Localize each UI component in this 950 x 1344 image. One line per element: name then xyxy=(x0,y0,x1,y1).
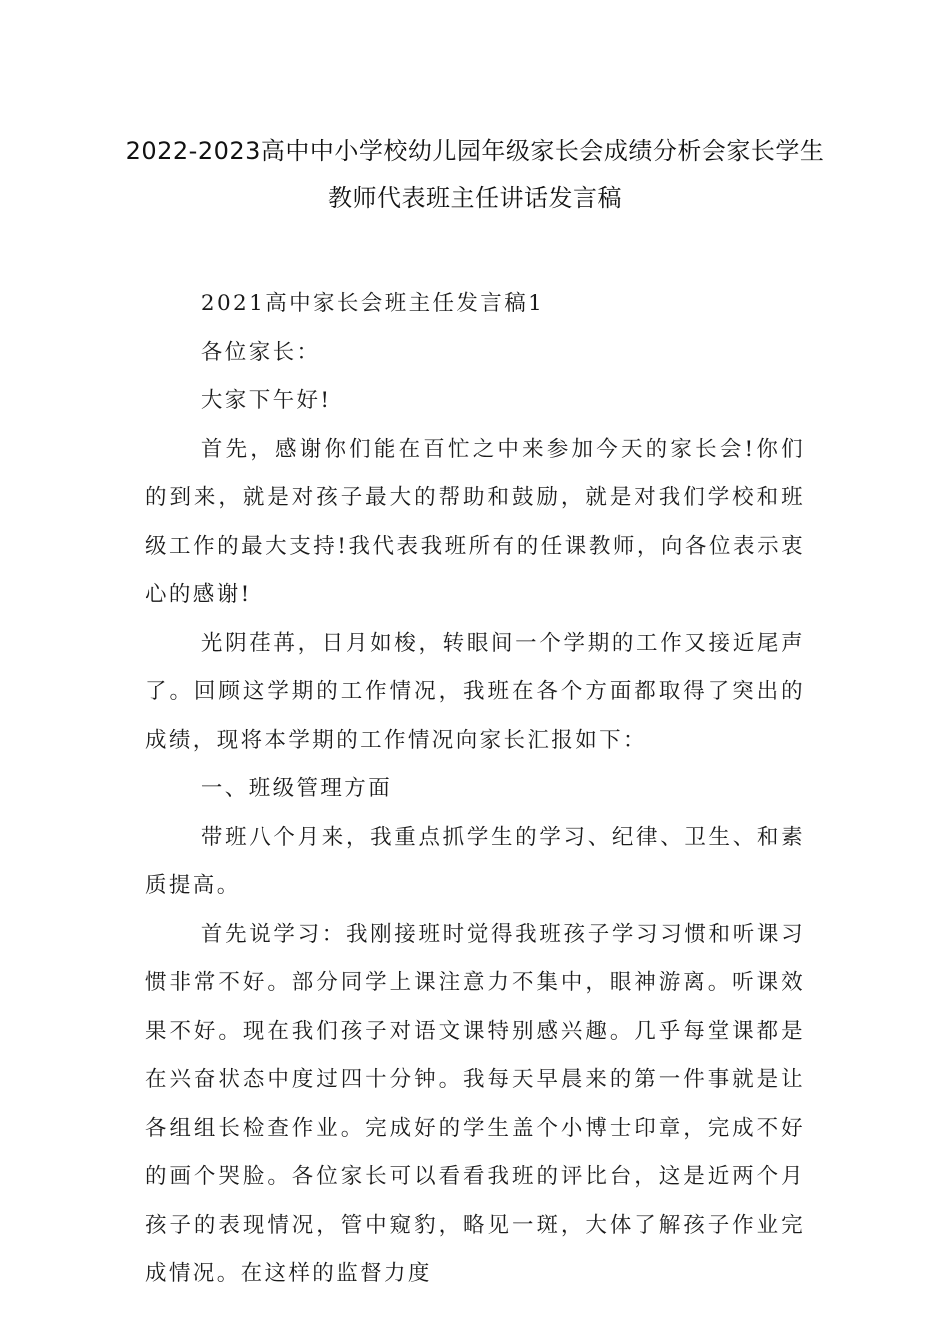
body-paragraph: 光阴荏苒，日月如梭，转眼间一个学期的工作又接近尾声了。回顾这学期的工作情况，我班在各个方面都取得了突出的成绩，现将本学期的工作情况向家长汇报如下： xyxy=(145,630,805,753)
subtitle-paragraph: 2021高中家长会班主任发言稿1 xyxy=(200,291,545,316)
body-paragraph: 首先说学习：我刚接班时觉得我班孩子学习习惯和听课习惯非常不好。部分同学上课注意力不集中，眼神游离。听课效果不好。现在我们孩子对语文课特别感兴趣。几乎每堂课都是在兴奋状态中度过四十分钟。我每天早晨来的第一件事就是让各组组长检查作业。完成好的学生盖个小博士印章，完成不好的画个哭脸。各位家长可以看看我班的评比台，这是近两个月孩子的表现情况，管中窥豹，略见一斑，大体了解孩子作业完成情况。在这样的监督力度 xyxy=(145,921,805,1286)
salutation-paragraph: 各位家长： xyxy=(200,339,321,365)
body-paragraph: 带班八个月来，我重点抓学生的学习、纪律、卫生、和素质提高。 xyxy=(145,824,805,898)
body-paragraph: 首先，感谢你们能在百忙之中来参加今天的家长会!你们的到来，就是对孩子最大的帮助和鼓励，就是对我们学校和班级工作的最大支持!我代表我班所有的任课教师，向各位表示衷心的感谢! xyxy=(145,436,805,607)
greeting-paragraph: 大家下午好! xyxy=(200,388,332,413)
document-body xyxy=(145,280,805,1299)
document-title: 2022-2023高中中小学校幼儿园年级家长会成绩分析会家长学生教师代表班主任讲话发言稿 xyxy=(125,137,825,212)
section-heading: 一、班级管理方面 xyxy=(200,776,393,801)
